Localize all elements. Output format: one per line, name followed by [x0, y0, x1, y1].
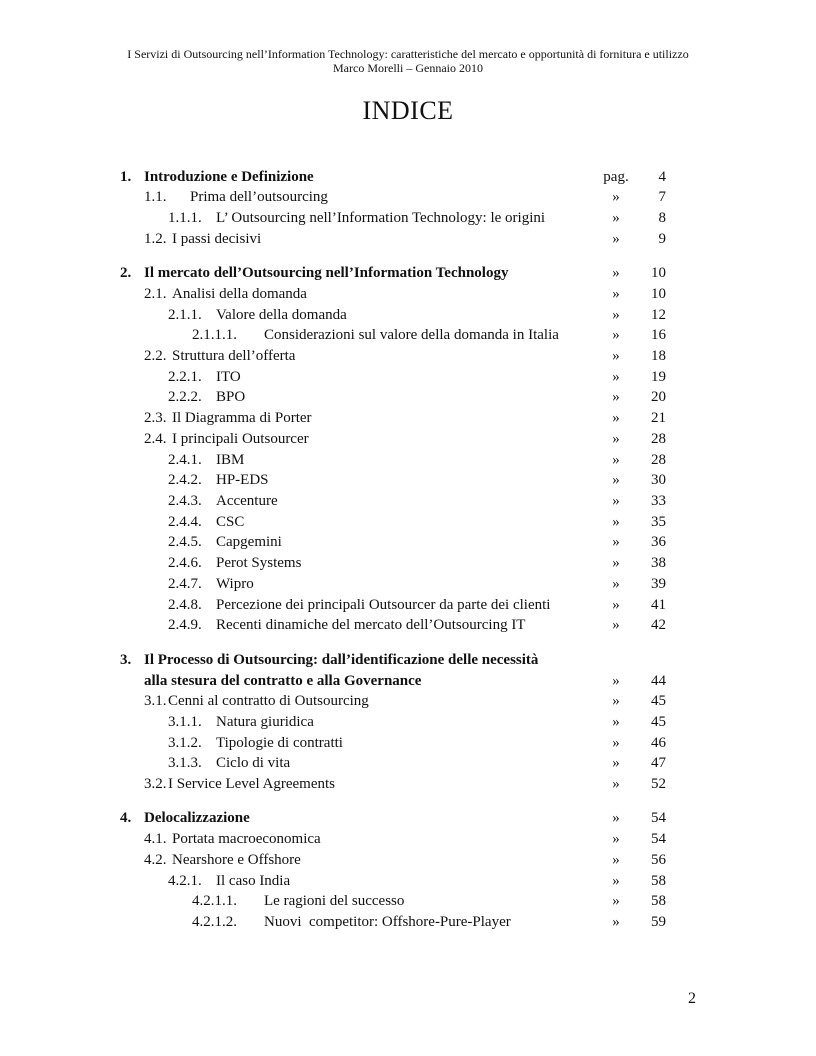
- toc-title: alla stesura del contratto e alla Governance: [144, 673, 422, 689]
- toc-entry: [0, 774, 816, 794]
- toc-title: Accenture: [216, 493, 278, 509]
- toc-number: 3.1.1.: [168, 714, 202, 730]
- toc-entry: [0, 305, 816, 325]
- toc-number: 3.2.: [144, 776, 167, 792]
- toc-marker: »: [612, 852, 620, 868]
- toc-marker: »: [612, 265, 620, 281]
- toc-marker: »: [612, 231, 620, 247]
- toc-title: L’ Outsourcing nell’Information Technology: le origini: [216, 210, 546, 226]
- toc-page: 38: [651, 555, 666, 571]
- toc-title: Analisi della domanda: [172, 286, 307, 302]
- toc-entry: [0, 532, 816, 552]
- toc-entry: [0, 387, 816, 407]
- toc-marker: »: [612, 327, 620, 343]
- toc-marker: »: [612, 893, 620, 909]
- toc-entry: [0, 871, 816, 891]
- toc-number: 4.1.: [144, 831, 167, 847]
- toc-entry: [0, 450, 816, 470]
- toc-marker: »: [612, 514, 620, 530]
- toc-page: 52: [651, 776, 666, 792]
- toc-marker: »: [612, 189, 620, 205]
- toc-entry: [0, 829, 816, 849]
- toc-number: 2.4.1.: [168, 452, 202, 468]
- toc-number: 3.1.3.: [168, 755, 202, 771]
- toc-marker: »: [612, 369, 620, 385]
- toc-title: Struttura dell’offerta: [172, 348, 296, 364]
- toc-page: 54: [651, 810, 666, 826]
- toc-marker: »: [612, 576, 620, 592]
- toc-marker: »: [612, 831, 620, 847]
- toc-number: 2.1.1.1.: [192, 327, 237, 343]
- toc-entry: [0, 850, 816, 870]
- toc-marker: »: [612, 452, 620, 468]
- toc-page: 28: [651, 452, 666, 468]
- toc-page: 9: [658, 231, 666, 247]
- toc-entry: [0, 512, 816, 532]
- toc-number: 2.4.: [144, 431, 167, 447]
- toc-page: 4: [658, 169, 666, 185]
- page-title: INDICE: [362, 96, 454, 125]
- toc-number: 2.4.2.: [168, 472, 202, 488]
- toc-marker: »: [612, 597, 620, 613]
- toc-page: 58: [651, 873, 666, 889]
- toc-marker: »: [612, 210, 620, 226]
- toc-number: 2.4.5.: [168, 534, 202, 550]
- toc-number: 3.1.2.: [168, 735, 202, 751]
- running-header-title: I Servizi di Outsourcing nell’Information Technology: caratteristiche del mercato e opportunità di fornitura e utilizzo: [127, 47, 689, 61]
- toc-marker: »: [612, 472, 620, 488]
- toc-number: 1.1.1.: [168, 210, 202, 226]
- toc-title: Percezione dei principali Outsourcer da parte dei clienti: [216, 597, 551, 613]
- toc-page: 45: [651, 714, 666, 730]
- toc-marker: »: [612, 286, 620, 302]
- toc-marker: »: [612, 431, 620, 447]
- toc-marker: pag.: [603, 169, 629, 185]
- toc-number: 3.: [120, 652, 132, 668]
- toc-title: Il Diagramma di Porter: [172, 410, 312, 426]
- toc-number: 2.4.9.: [168, 617, 202, 633]
- toc-entry: [0, 325, 816, 345]
- toc-page: 35: [651, 514, 666, 530]
- running-header-author: Marco Morelli – Gennaio 2010: [333, 61, 483, 75]
- toc-title: Nuovi competitor: Offshore-Pure-Player: [264, 914, 511, 930]
- toc-number: 1.: [120, 169, 132, 185]
- toc-page: 46: [651, 735, 666, 751]
- toc-number: 4.: [120, 810, 132, 826]
- toc-entry: [0, 891, 816, 911]
- toc-page: 28: [651, 431, 666, 447]
- toc-title: Portata macroeconomica: [172, 831, 321, 847]
- toc-marker: »: [612, 307, 620, 323]
- toc-entry: [0, 753, 816, 773]
- toc-page: 42: [651, 617, 666, 633]
- toc-page: 44: [651, 673, 666, 689]
- toc-marker: »: [612, 555, 620, 571]
- toc-page: 21: [651, 410, 666, 426]
- toc-number: 2.2.2.: [168, 389, 202, 405]
- toc-marker: »: [612, 810, 620, 826]
- toc-page: 39: [651, 576, 666, 592]
- toc-page: 10: [651, 265, 666, 281]
- toc-page: 30: [651, 472, 666, 488]
- toc-marker: »: [612, 617, 620, 633]
- toc-title: Cenni al contratto di Outsourcing: [168, 693, 369, 709]
- toc-number: 2.1.1.: [168, 307, 202, 323]
- toc-page: 36: [651, 534, 666, 550]
- toc-page: 41: [651, 597, 666, 613]
- toc-title: Capgemini: [216, 534, 282, 550]
- toc-marker: »: [612, 348, 620, 364]
- toc-entry: [0, 229, 816, 249]
- toc-title: Considerazioni sul valore della domanda in Italia: [264, 327, 559, 343]
- toc-marker: »: [612, 389, 620, 405]
- toc-title: Delocalizzazione: [144, 810, 250, 826]
- toc-entry: [0, 733, 816, 753]
- toc-title: CSC: [216, 514, 245, 530]
- toc-number: 2.2.1.: [168, 369, 202, 385]
- toc-title: I principali Outsourcer: [172, 431, 309, 447]
- toc-title: Valore della domanda: [216, 307, 347, 323]
- toc-entry: [0, 912, 816, 932]
- toc-page: 45: [651, 693, 666, 709]
- toc-number: 2.4.3.: [168, 493, 202, 509]
- toc-title: Le ragioni del successo: [264, 893, 405, 909]
- toc-page: 47: [651, 755, 666, 771]
- toc-entry: [0, 429, 816, 449]
- toc-number: 2.3.: [144, 410, 167, 426]
- toc-marker: »: [612, 714, 620, 730]
- toc-number: 2.4.4.: [168, 514, 202, 530]
- toc-entry: [0, 650, 816, 670]
- toc-title: Ciclo di vita: [216, 755, 291, 771]
- toc-number: 2.4.8.: [168, 597, 202, 613]
- toc-page: 19: [651, 369, 666, 385]
- toc-entry: [0, 208, 816, 228]
- toc-marker: »: [612, 735, 620, 751]
- toc-entry: [0, 691, 816, 711]
- toc-marker: »: [612, 534, 620, 550]
- toc-number: 1.1.: [144, 189, 167, 205]
- toc-marker: »: [612, 755, 620, 771]
- toc-title: Recenti dinamiche del mercato dell’Outsourcing IT: [216, 617, 526, 633]
- toc-title: Nearshore e Offshore: [172, 852, 301, 868]
- toc-title: I Service Level Agreements: [168, 776, 336, 792]
- toc-entry: [0, 712, 816, 732]
- toc-entry: [0, 284, 816, 304]
- toc-entry: [0, 491, 816, 511]
- toc-page: 58: [651, 893, 666, 909]
- toc-entry: [0, 187, 816, 207]
- toc-number: 4.2.1.2.: [192, 914, 237, 930]
- toc-page: 56: [651, 852, 666, 868]
- toc-marker: »: [612, 673, 620, 689]
- toc-marker: »: [612, 493, 620, 509]
- toc-marker: »: [612, 914, 620, 930]
- toc-marker: »: [612, 693, 620, 709]
- toc-marker: »: [612, 873, 620, 889]
- toc-marker: »: [612, 776, 620, 792]
- toc-title: Wipro: [216, 576, 254, 592]
- toc-entry: [0, 346, 816, 366]
- toc-title: ITO: [216, 369, 241, 385]
- toc-page: 12: [651, 307, 666, 323]
- toc-entry: [0, 595, 816, 615]
- toc-title: BPO: [216, 389, 246, 405]
- toc-number: 2.: [120, 265, 132, 281]
- toc-page: 16: [651, 327, 666, 343]
- toc-page: 18: [651, 348, 666, 364]
- toc-entry: [0, 615, 816, 635]
- toc-marker: »: [612, 410, 620, 426]
- toc-entry: [0, 574, 816, 594]
- toc-number: 4.2.1.1.: [192, 893, 237, 909]
- toc-title: Prima dell’outsourcing: [190, 189, 328, 205]
- toc-title: Il mercato dell’Outsourcing nell’Information Technology: [144, 265, 509, 281]
- toc-entry: [0, 808, 816, 828]
- page-number: 2: [688, 990, 696, 1007]
- toc-title: Natura giuridica: [216, 714, 314, 730]
- toc-page: 33: [651, 493, 666, 509]
- toc-number: 2.4.6.: [168, 555, 202, 571]
- toc-entry: [0, 167, 816, 187]
- toc-number: 3.1.: [144, 693, 167, 709]
- toc-title: HP-EDS: [216, 472, 269, 488]
- toc-number: 4.2.: [144, 852, 167, 868]
- toc-entry: [0, 671, 816, 691]
- toc-title: Tipologie di contratti: [216, 735, 343, 751]
- toc-page: 20: [651, 389, 666, 405]
- toc-number: 2.2.: [144, 348, 167, 364]
- toc-page: 59: [651, 914, 666, 930]
- toc-title: I passi decisivi: [172, 231, 262, 247]
- toc-entry: [0, 263, 816, 283]
- toc-number: 1.2.: [144, 231, 167, 247]
- toc-page: 7: [658, 189, 666, 205]
- toc-entry: [0, 553, 816, 573]
- toc-title: Perot Systems: [216, 555, 302, 571]
- toc-title: IBM: [216, 452, 245, 468]
- toc-title: Introduzione e Definizione: [144, 169, 314, 185]
- toc-number: 2.4.7.: [168, 576, 202, 592]
- toc-number: 2.1.: [144, 286, 167, 302]
- toc-entry: [0, 367, 816, 387]
- toc-page: 8: [658, 210, 666, 226]
- toc-page: 10: [651, 286, 666, 302]
- toc-number: 4.2.1.: [168, 873, 202, 889]
- toc-title: Il caso India: [216, 873, 291, 889]
- toc-entry: [0, 408, 816, 428]
- toc-title: Il Processo di Outsourcing: dall’identificazione delle necessità: [144, 652, 539, 668]
- toc-entry: [0, 470, 816, 490]
- toc-page: 54: [651, 831, 666, 847]
